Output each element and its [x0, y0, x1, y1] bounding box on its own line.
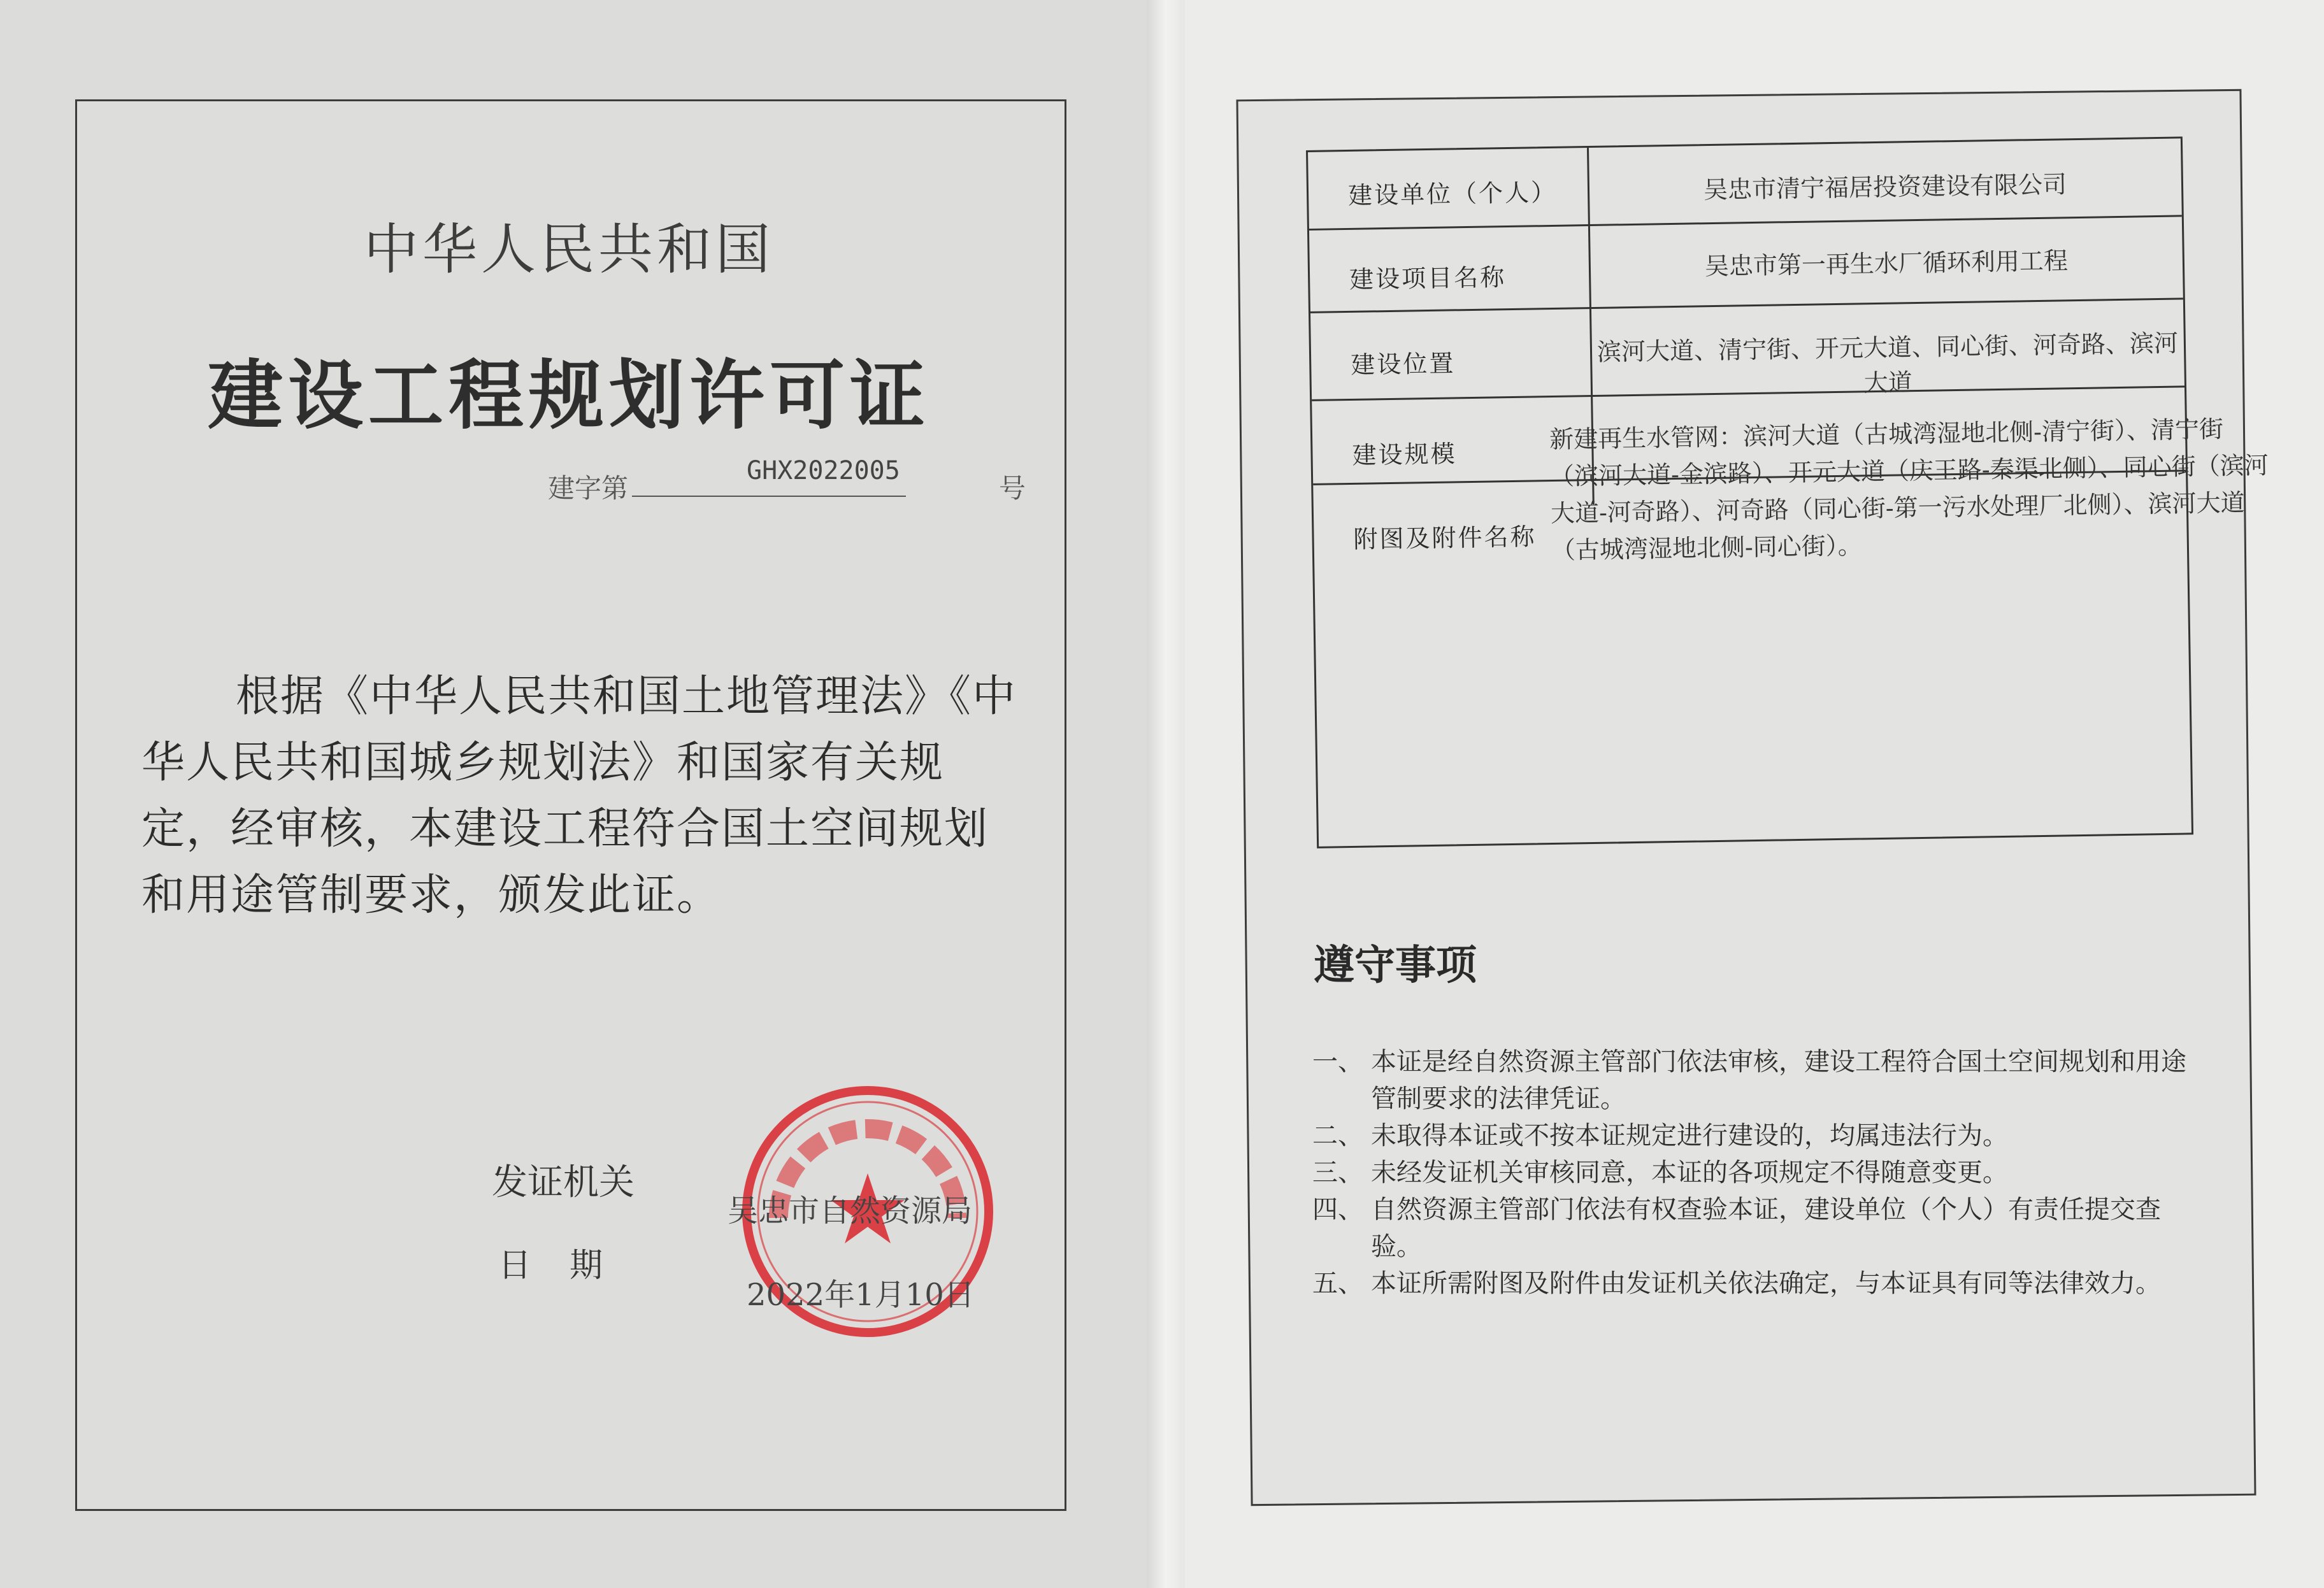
- label-scale: 建设规模: [1352, 440, 1457, 469]
- note-text: 未取得本证或不按本证规定进行建设的，均属违法行为。: [1371, 1121, 2008, 1150]
- note-text: 本证所需附图及附件由发证机关依法确定，与本证具有同等法律效力。: [1371, 1269, 2161, 1298]
- note-text: 自然资源主管部门依法有权查验本证，建设单位（个人）有责任提交查验。: [1371, 1195, 2161, 1261]
- note-item: [1312, 1154, 2191, 1191]
- table-row-line: [1310, 297, 2183, 313]
- note-text: 未经发证机关审核同意，本证的各项规定不得随意变更。: [1371, 1158, 2008, 1187]
- label-unit: 建设单位（个人）: [1347, 178, 1558, 210]
- label-attachments: 附图及附件名称: [1353, 522, 1537, 554]
- value-location: 滨河大道、清宁街、开元大道、同心街、河奇路、滨河大道: [1596, 329, 2179, 397]
- note-item: [1312, 1191, 2191, 1265]
- note-number: 四、: [1312, 1195, 1363, 1224]
- cert-prefix: 建字第: [548, 473, 629, 504]
- note-item: [1312, 1265, 2191, 1302]
- certificate-title: 建设工程规划许可证: [207, 352, 930, 440]
- cert-underline: [632, 496, 906, 497]
- note-text: 本证是经自然资源主管部门依法审核，建设工程符合国土空间规划和用途管制要求的法律凭证。: [1371, 1047, 2186, 1113]
- note-item: [1312, 1043, 2191, 1117]
- note-number: 一、: [1312, 1047, 1363, 1077]
- certificate-number-line: [548, 456, 1032, 504]
- issuer-label: 发证机关: [492, 1162, 635, 1203]
- table-row-line: [1309, 215, 2182, 231]
- label-location: 建设位置: [1350, 349, 1456, 379]
- issuer-value: 吴忠市自然资源局: [728, 1193, 973, 1229]
- issue-date: 2022年1月10日: [747, 1277, 975, 1313]
- country-heading: 中华人民共和国: [364, 218, 774, 282]
- cert-number: GHX2022005: [747, 456, 900, 485]
- page-fold: [1147, 0, 1185, 1588]
- certificate-body-text: 根据《中华人民共和国土地管理法》《中华人民共和国城乡规划法》和国家有关规定，经审核，本建设工程符合国土空间规划和用途管制要求，颁发此证。: [141, 671, 1017, 920]
- value-project: 吴忠市第一再生水厂循环利用工程: [1704, 247, 2069, 281]
- notes-heading: 遵守事项: [1314, 942, 1477, 989]
- note-number: 五、: [1312, 1269, 1363, 1298]
- info-table: [1306, 136, 2269, 848]
- date-label: 日期: [498, 1247, 642, 1285]
- notes-list: [1312, 1043, 2191, 1302]
- label-project: 建设项目名称: [1349, 263, 1507, 294]
- note-number: 三、: [1312, 1158, 1363, 1187]
- value-scale: 新建再生水管网：滨河大道（古城湾湿地北侧-清宁街）、清宁街（滨河大道-金滨路）、开元大道（庆王路-秦渠北侧）、同心街（滨河大道-河奇路）、河奇路（同心街-第一污水处理厂北侧）、滨河大道（古城湾湿地北侧-同心街）。: [1549, 415, 2269, 565]
- note-item: [1312, 1117, 2191, 1154]
- value-unit: 吴忠市清宁福居投资建设有限公司: [1703, 170, 2067, 204]
- cert-suffix: 号: [999, 473, 1026, 504]
- note-number: 二、: [1312, 1121, 1363, 1150]
